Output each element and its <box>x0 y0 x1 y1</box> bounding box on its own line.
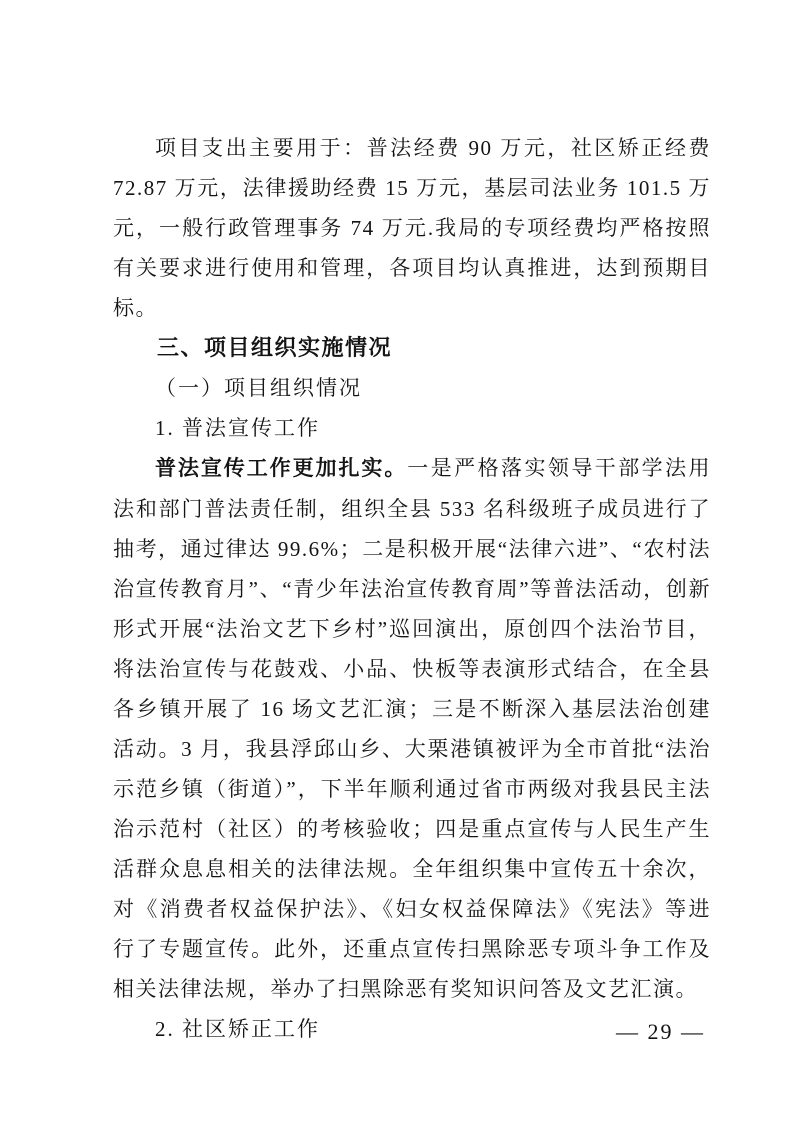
paragraph-legal-publicity <box>113 448 711 1009</box>
paragraph-expenditure: 项目支出主要用于：普法经费 90 万元，社区矫正经费 72.87 万元，法律援助经费 15 万元，基层司法业务 101.5 万元，一般行政管理事务 74 万元.我局的专项经费均严格按照有关要求进行使用和管理，各项目均认真推进，达到预期目标。 <box>113 136 711 320</box>
paragraph-bold-lead: 普法宣传工作更加扎实。 <box>155 457 408 480</box>
item-heading-shequ: 2. 社区矫正工作 <box>155 1017 320 1041</box>
subsection-heading-1: （一）项目组织情况 <box>155 376 362 400</box>
document-body <box>113 128 711 1049</box>
section-heading-3: 三、项目组织实施情况 <box>157 335 393 360</box>
page-number: — 29 — <box>616 1019 705 1044</box>
paragraph-legal-publicity-text: 一是严格落实领导干部学法用法和部门普法责任制，组织全县 533 名科级班子成员进行了抽考，通过律达 99.6%；二是积极开展“法律六进”、“农村法治宣传教育月”、“青少年法治宣传教育周”等普法活动，创新形式开展“法治文艺下乡村”巡回演出，原创四个法治节目，将法治宣传与花鼓戏、小品、快板等表演形式结合，在全县各乡镇开展了 16 场文艺汇演；三是不断深入基层法治创建活动。3 月，我县浮邱山乡、大栗港镇被评为全市首批“法治示范乡镇（街道）”，下半年顺利通过省市两级对我县民主法治示范村（社区）的考核验收；四是重点宣传与人民生产生活群众息息相关的法律法规。全年组织集中宣传五十余次，对《消费者权益保护法》、《妇女权益保障法》《宪法》等进行了专题宣传。此外，还重点宣传扫黑除恶专项斗争工作及相关法律法规，举办了扫黑除恶有奖知识问答及文艺汇演。 <box>113 456 712 1001</box>
item-heading-pufa: 1. 普法宣传工作 <box>155 416 320 440</box>
